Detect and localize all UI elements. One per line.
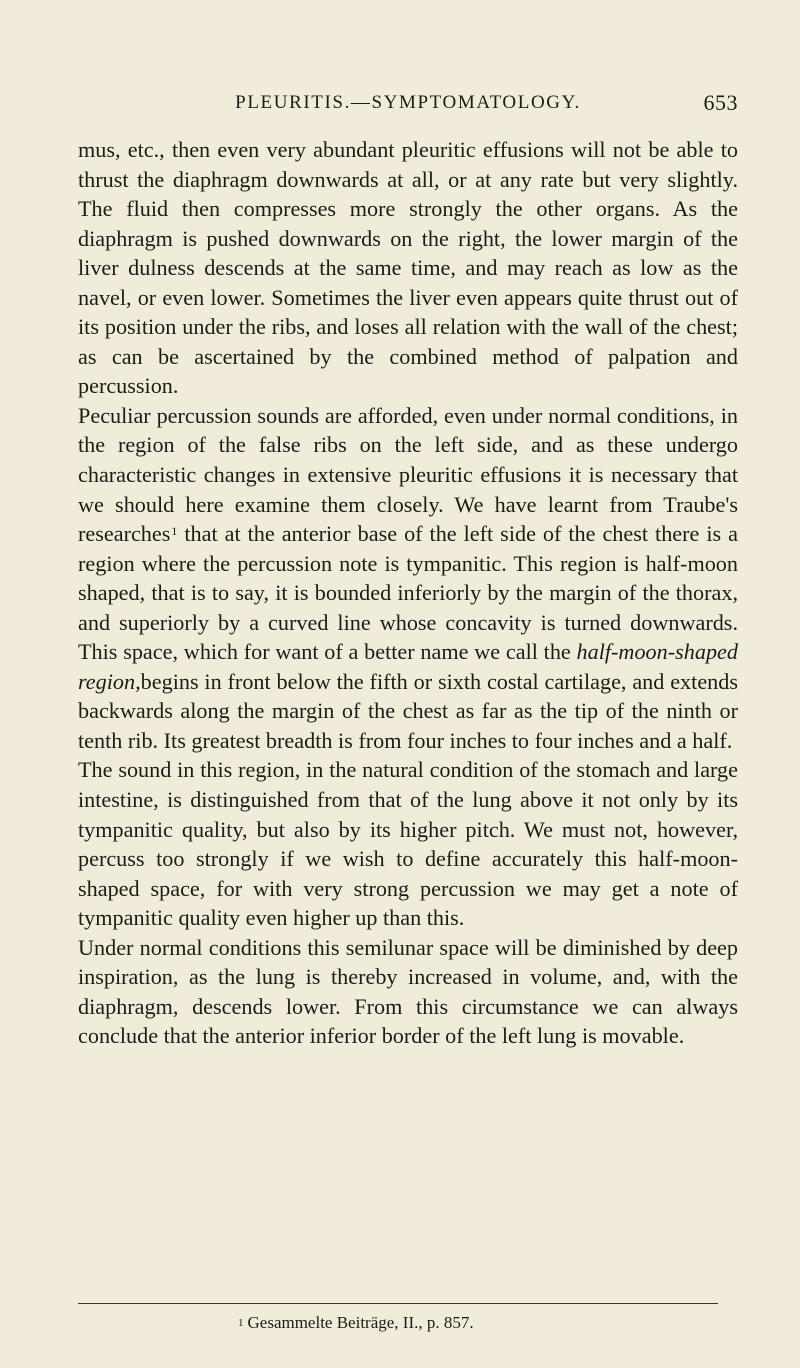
paragraph-2-part-3: begins in front below the fifth or sixth costal cartilage, and extends backwards along the margin of the chest as far as the tip of the ninth or tenth rib. Its greatest breadth is from four inches to four inches and a half. — [78, 668, 738, 753]
running-head: PLEURITIS.—SYMPTOMATOLOGY. — [235, 92, 581, 113]
italic-term: half-moon-shaped region, — [78, 639, 738, 694]
page-header — [78, 92, 738, 122]
paragraph-2-part-1: Peculiar percussion sounds are afforded, even under normal conditions, in the region of the false ribs on the left side, and as these undergo characteristic changes in extensive pleuritic effusions it is necessary that we should here examine them closely. We have learnt from Traube's researches — [78, 402, 738, 547]
paragraph-2 — [78, 401, 738, 756]
paragraph-1: mus, etc., then even very abundant pleuritic effusions will not be able to thrust the diaphragm downwards at all, or at any rate but very slightly. The fluid then compresses more strongly the other organs. As the diaphragm is pushed downwards on the right, the lower margin of the liver dulness descends at the same time, and may reach as low as the navel, or even lower. Sometimes the liver even appears quite thrust out of its position under the ribs, and loses all relation with the wall of the chest; as can be ascertained by the combined method of palpation and percussion. — [78, 137, 738, 399]
book-page — [78, 0, 738, 1368]
footnote-text: Gesammelte Beiträge, II., p. 857. — [247, 1313, 474, 1332]
paragraph-4: Under normal conditions this semilunar space will be diminished by deep inspiration, as the lung is thereby increased in volume, and, with the diaphragm, descends lower. From this circumstance we can always conclude that the anterior inferior border of the left lung is movable. — [78, 934, 738, 1049]
page-number: 653 — [703, 90, 738, 115]
paragraph-3: The sound in this region, in the natural condition of the stomach and large intestine, is distinguished from that of the lung above it not only by its tympanitic quality, but also by its higher pitch. We must not, however, percuss too strongly if we wish to define accurately this half-moon-shaped space, for with very strong percussion we may get a note of tympanitic quality even higher up than this. — [78, 757, 738, 931]
paragraph-2-part-2: that at the anterior base of the left side of the chest there is a region where the percussion note is tympanitic. This region is half-moon shaped, that is to say, it is bounded inferiorly by the margin of the thorax, and superiorly by a curved line whose concavity is turned downwards. This space, which for want of a better name we call the — [78, 521, 738, 665]
footnote — [238, 1312, 474, 1334]
footnote-rule — [78, 1303, 718, 1304]
body-text — [78, 135, 738, 1051]
footnote-mark: 1 — [238, 1317, 244, 1329]
footnote-reference: 1 — [171, 524, 178, 539]
